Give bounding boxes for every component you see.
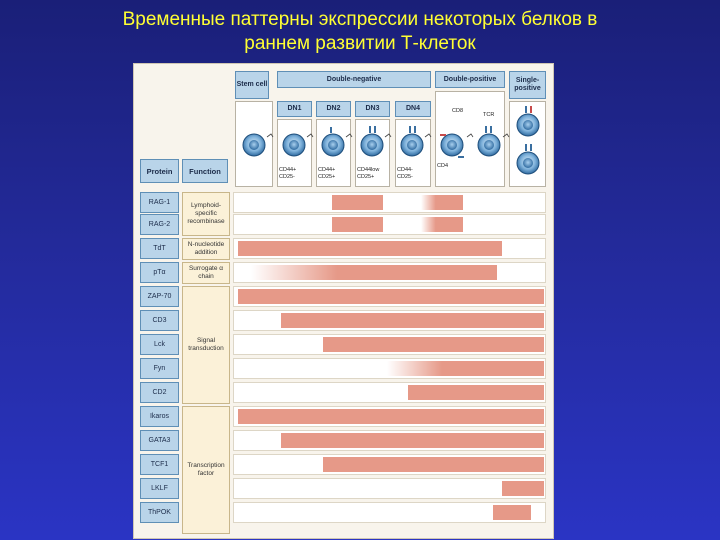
dn1-marker-2: CD25- (279, 174, 295, 180)
expression-bar (387, 361, 544, 376)
dn3-marker-1: CD44low (357, 167, 380, 173)
protein-label: RAG-2 (140, 214, 179, 235)
slide-title (0, 8, 720, 56)
expression-bar (493, 505, 531, 520)
protein-label: Ikaros (140, 406, 179, 427)
dn2-marker-2: CD25+ (318, 174, 336, 180)
dn4-header: DN4 (395, 101, 431, 117)
dn2-marker-1: CD44+ (318, 167, 336, 173)
expression-bar (502, 481, 545, 496)
expression-bar (281, 433, 545, 448)
expression-bar (238, 241, 502, 256)
protein-label: Fyn (140, 358, 179, 379)
dn4-marker-2: CD25- (397, 174, 413, 180)
function-surrogate-alpha: Surrogate α chain (182, 262, 230, 284)
function-n-nucleotide: N-nucleotide addition (182, 238, 230, 260)
dn1-cell-icon (283, 134, 305, 156)
expression-bar (408, 385, 544, 400)
expression-figure (133, 63, 554, 539)
function-signal-transduction: Signal transduction (182, 286, 230, 404)
protein-label: GATA3 (140, 430, 179, 451)
expression-bar (332, 217, 383, 232)
protein-label: CD2 (140, 382, 179, 403)
expression-row (233, 192, 546, 213)
protein-label: pTα (140, 262, 179, 283)
stage-header-double-negative: Double-negative (277, 71, 431, 88)
sp-cell-icon-cd8 (517, 106, 539, 136)
dp-marker-tcr: TCR (483, 112, 495, 118)
dn4-cell-icon (401, 126, 423, 156)
stage-header-double-positive: Double-positive (435, 71, 505, 88)
expression-bar (281, 313, 545, 328)
function-lymphoid-recombinase: Lymphoid-specific recombinase (182, 192, 230, 236)
dn1-marker-1: CD44+ (279, 167, 297, 173)
expression-row (233, 478, 546, 499)
protein-label: ThPOK (140, 502, 179, 523)
stage-header-single-positive: Single-positive (509, 71, 546, 99)
protein-label: CD3 (140, 310, 179, 331)
slide-title-line1: Временные паттерны экспрессии некоторых белков в (122, 9, 598, 30)
protein-label: ZAP-70 (140, 286, 179, 307)
dn1-header: DN1 (277, 101, 312, 117)
dp-cell-icon-2 (478, 126, 500, 156)
dp-cell-icon-1 (440, 134, 464, 158)
dn3-marker-2: CD25+ (357, 174, 375, 180)
protein-label: TdT (140, 238, 179, 259)
expression-bar (421, 195, 464, 210)
expression-bar (251, 265, 498, 280)
dn3-header: DN3 (355, 101, 390, 117)
dn2-cell-icon (322, 127, 344, 156)
dn4-marker-1: CD44- (397, 167, 413, 173)
expression-bar (323, 457, 544, 472)
dn2-header: DN2 (316, 101, 351, 117)
stage-header-stem: Stem cell (235, 71, 269, 99)
expression-row (233, 214, 546, 235)
protein-column-header: Protein (140, 159, 179, 183)
expression-bar (238, 409, 544, 424)
dp-marker-cd4: CD4 (437, 163, 449, 169)
sp-cell-icon-cd4 (517, 144, 539, 174)
function-transcription-factor: Transcription factor (182, 406, 230, 534)
expression-bar (323, 337, 544, 352)
function-column-header: Function (182, 159, 228, 183)
protein-label: Lck (140, 334, 179, 355)
protein-label: TCF1 (140, 454, 179, 475)
stem-cell-icon (243, 134, 265, 156)
dn3-cell-icon (361, 126, 383, 156)
protein-label: LKLF (140, 478, 179, 499)
stage-arrows (267, 134, 509, 137)
expression-bar (421, 217, 464, 232)
slide-title-line2: раннем развитии Т-клеток (244, 33, 476, 54)
expression-bar (332, 195, 383, 210)
protein-label: RAG-1 (140, 192, 179, 213)
expression-bar (238, 289, 544, 304)
dp-marker-cd8: CD8 (452, 108, 464, 114)
